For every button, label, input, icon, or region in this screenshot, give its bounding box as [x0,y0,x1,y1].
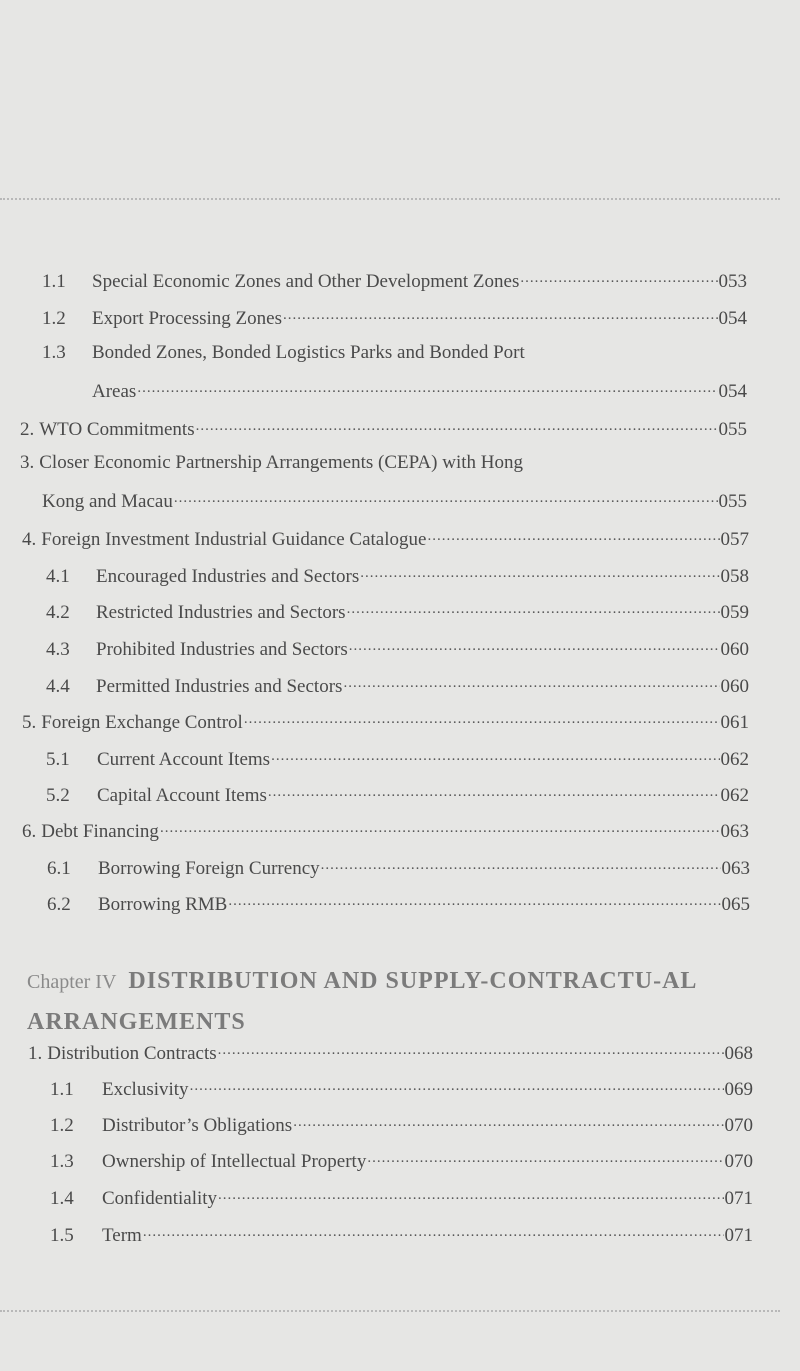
bottom-dotted-rule [0,1310,780,1312]
leader-dots [228,891,720,910]
page-number: 063 [721,858,750,879]
section-title: Foreign Exchange Control [41,712,243,733]
page-number: 054 [718,381,747,402]
chapter-label: Chapter IV [27,971,117,993]
toc-entry[interactable] [50,1185,753,1210]
section-number: 1.4 [50,1188,74,1209]
page-number: 054 [718,308,747,329]
page-number: 061 [720,712,749,733]
section-number: 1.2 [50,1115,74,1136]
section-title: Distributor’s Obligations [102,1115,293,1136]
section-title: Borrowing Foreign Currency [98,858,320,879]
toc-entry[interactable] [47,855,750,880]
section-title: Capital Account Items [97,785,267,806]
toc-entry[interactable] [50,1222,753,1247]
leader-dots [349,636,720,655]
page-number: 068 [724,1043,753,1064]
leader-dots [143,1222,724,1241]
toc-entry[interactable] [42,268,747,293]
leader-dots [268,782,720,801]
section-number: 1. [28,1043,43,1064]
section-number: 1.1 [42,271,66,292]
toc-entry[interactable] [22,526,749,551]
leader-dots [218,1040,724,1059]
toc-entry[interactable] [42,342,525,364]
section-title: Exclusivity [102,1079,189,1100]
section-number: 1.5 [50,1225,74,1246]
section-title: Debt Financing [41,821,159,842]
toc-entry[interactable] [46,782,749,807]
page-number: 053 [718,271,747,292]
page-number: 065 [721,894,750,915]
leader-dots [174,488,718,507]
page-number: 071 [724,1188,753,1209]
leader-dots [343,673,719,692]
section-number: 4.2 [46,602,70,623]
page-number: 059 [720,602,749,623]
section-number: 1.3 [42,342,66,363]
page-number: 062 [720,785,749,806]
toc-entry[interactable] [46,563,749,588]
toc-entry[interactable] [20,452,523,474]
section-number: 4.1 [46,566,70,587]
toc-entry[interactable] [50,1148,753,1173]
chapter-heading [27,962,767,1044]
toc-entry-continuation[interactable] [42,488,747,513]
section-title: Term [102,1225,142,1246]
toc-entry[interactable] [22,709,749,734]
page-number: 060 [720,639,749,660]
section-title: Borrowing RMB [98,894,228,915]
leader-dots [520,268,717,287]
leader-dots [427,526,719,545]
toc-entry[interactable] [46,599,749,624]
page-number: 060 [720,676,749,697]
page-number: 058 [720,566,749,587]
section-number: 4.3 [46,639,70,660]
toc-entry[interactable] [46,636,749,661]
leader-dots [283,305,718,324]
section-title: Confidentiality [102,1188,218,1209]
leader-dots [244,709,720,728]
section-number: 5.2 [46,785,70,806]
toc-entry[interactable] [46,746,749,771]
page-number: 070 [724,1151,753,1172]
section-number: 2. [20,419,35,440]
section-number: 1.2 [42,308,66,329]
section-title: Permitted Industries and Sectors [96,676,343,697]
section-title: Export Processing Zones [92,308,282,329]
leader-dots [137,378,717,397]
section-number: 6. [22,821,37,842]
toc-entry[interactable] [20,416,747,441]
leader-dots [360,563,719,582]
page-number: 055 [718,419,747,440]
toc-entry[interactable] [28,1040,753,1065]
section-title: Prohibited Industries and Sectors [96,639,348,660]
page-number: 071 [724,1225,753,1246]
section-title: Current Account Items [97,749,271,770]
page-number: 057 [720,529,749,550]
toc-entry[interactable] [47,891,750,916]
section-title: Bonded Zones, Bonded Logistics Parks and Bonded Port [92,342,525,363]
toc-entry[interactable] [50,1112,753,1137]
section-number: 5. [22,712,37,733]
toc-entry-continuation[interactable] [92,378,747,403]
leader-dots [347,599,720,618]
section-title: Distribution Contracts [47,1043,217,1064]
toc-entry[interactable] [46,673,749,698]
leader-dots [293,1112,723,1131]
top-dotted-rule [0,198,780,200]
section-title-continuation: Kong and Macau [42,491,173,512]
section-title: Closer Economic Partnership Arrangements (CEPA) with Hong [39,452,523,473]
section-number: 3. [20,452,35,473]
page-number: 070 [724,1115,753,1136]
section-title-continuation: Areas [92,381,137,402]
leader-dots [196,416,718,435]
toc-entry[interactable] [42,305,747,330]
leader-dots [160,818,720,837]
leader-dots [367,1148,723,1167]
section-title: Restricted Industries and Sectors [96,602,346,623]
page-number: 063 [720,821,749,842]
leader-dots [321,855,721,874]
section-title: Ownership of Intellectual Property [102,1151,367,1172]
leader-dots [190,1076,724,1095]
section-number: 6.1 [47,858,71,879]
page-number: 069 [724,1079,753,1100]
section-number: 1.1 [50,1079,74,1100]
leader-dots [218,1185,723,1204]
section-title: Special Economic Zones and Other Development Zones [92,271,520,292]
section-number: 4. [22,529,37,550]
section-number: 6.2 [47,894,71,915]
section-number: 4.4 [46,676,70,697]
section-title: Foreign Investment Industrial Guidance Catalogue [41,529,427,550]
section-title: WTO Commitments [39,419,195,440]
chapter-title: DISTRIBUTION AND SUPPLY-CONTRACTU-AL ARRANGEMENTS [27,968,697,1035]
section-number: 1.3 [50,1151,74,1172]
leader-dots [271,746,719,765]
toc-entry[interactable] [22,818,749,843]
section-title: Encouraged Industries and Sectors [96,566,360,587]
page-number: 055 [718,491,747,512]
section-number: 5.1 [46,749,70,770]
page-number: 062 [720,749,749,770]
toc-entry[interactable] [50,1076,753,1101]
